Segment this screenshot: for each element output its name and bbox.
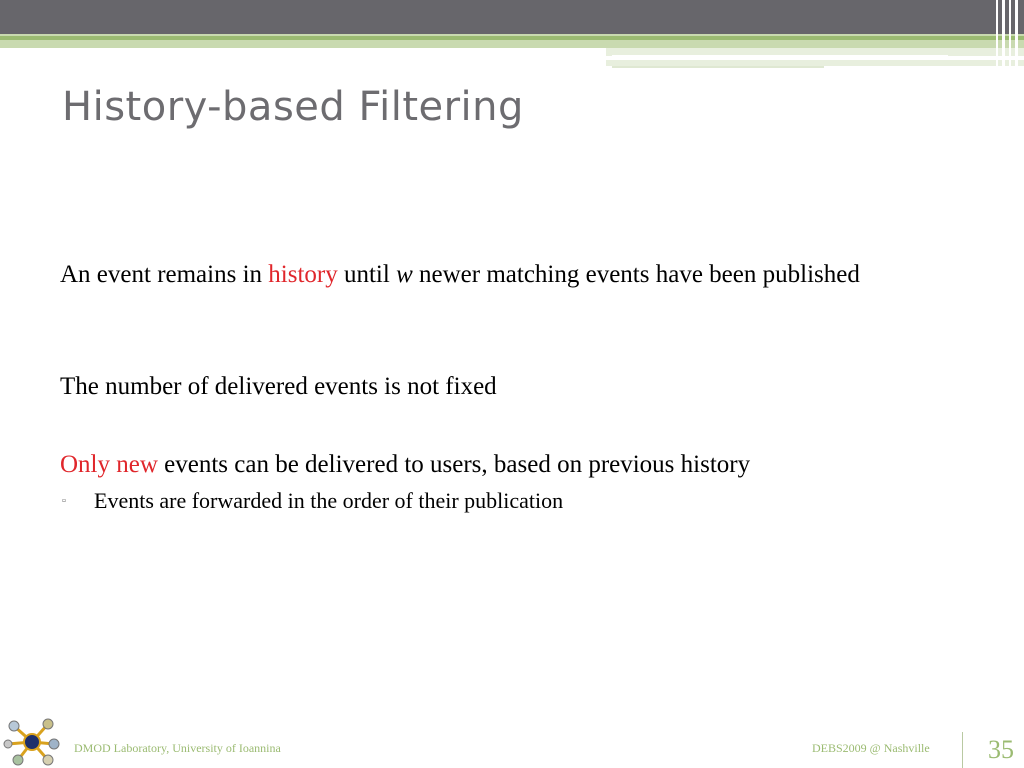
paragraph-delivered-count: The number of delivered events is not fixed (60, 373, 497, 400)
paragraph-only-new (60, 448, 950, 482)
slide-title: History-based Filtering (62, 84, 524, 130)
variable-w: w (396, 261, 413, 288)
header-right-bars (990, 0, 1024, 70)
paragraph-text: events can be delivered to users, based on previous history (157, 451, 751, 478)
header-accent-line-lower (612, 66, 824, 68)
paragraph-text: until (337, 261, 397, 288)
highlight-only-new: Only new (60, 451, 158, 478)
sub-bullet-text: Events are forwarded in the order of their publication (94, 488, 564, 513)
page-number: 35 (962, 732, 1020, 768)
header-green-line (0, 36, 1024, 40)
highlight-history: history (268, 261, 338, 288)
paragraph-text: An event remains in (60, 261, 269, 288)
footer-affiliation: DMOD Laboratory, University of Ioannina (74, 741, 281, 755)
footer-event: DEBS2009 @ Nashville (812, 741, 930, 755)
square-bullet-icon: ▫ (62, 495, 66, 507)
paragraph-history-rule (60, 258, 950, 292)
header-bar (0, 0, 1024, 34)
header-accent-line (612, 55, 948, 57)
molecule-logo-icon (2, 714, 62, 768)
sub-bullet-item (60, 487, 950, 515)
paragraph-text: newer matching events have been published (412, 261, 860, 288)
